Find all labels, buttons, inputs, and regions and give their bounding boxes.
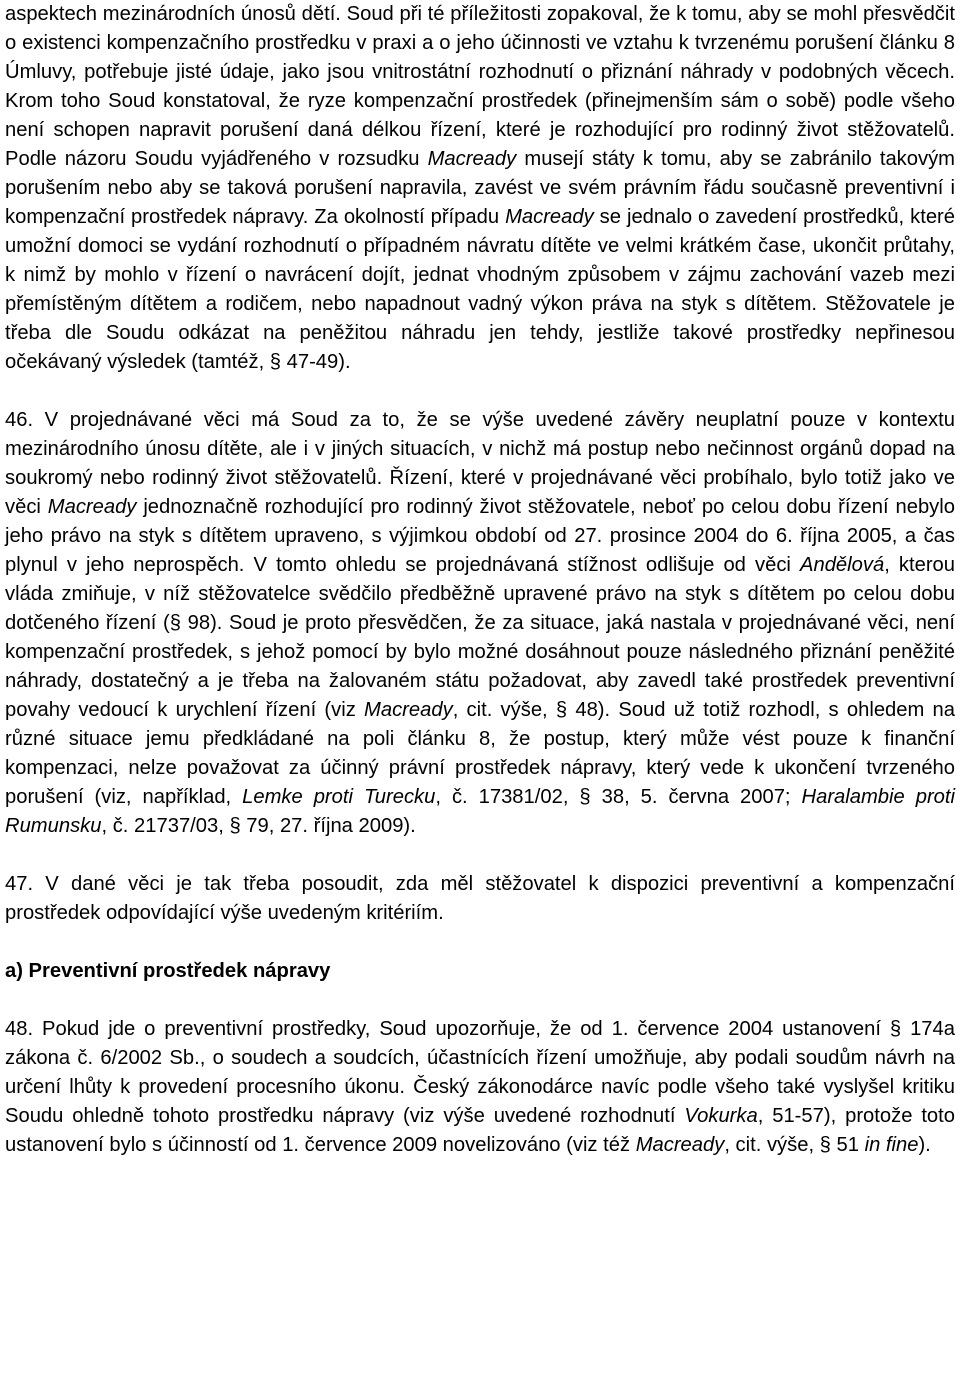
text-run: , č. 21737/03, § 79, 27. října 2009). [101, 815, 416, 837]
text-run: musejí státy k tomu, aby se zabránilo takovým porušením nebo aby se taková porušení napravila, zavést ve svém právním řádu současně preventivní i kompenzační prostředek nápravy. Za okolností případu [5, 148, 955, 228]
text-run: jednoznačně rozhodující pro rodinný život stěžovatele, neboť po celou dobu řízení nebylo jeho právo na styk s dítětem upraveno, s výjimkou období od 27. prosince 2004 do 6. října 2005, a čas plynul v jeho neprospěch. V tomto ohledu se projednávaná stížnost odlišuje od věci [5, 496, 955, 576]
text-run: 46. V projednávané věci má Soud za to, že se výše uvedené závěry neuplatní pouze v kontextu mezinárodního únosu dítěte, ale i v jiných situacích, v nichž má postup nebo nečinnost orgánů dopad na soukromý nebo rodinný život stěžovatelů. Řízení, které v projednávané věci probíhalo, bylo totiž jako ve věci [5, 409, 955, 518]
section-heading-preventive-remedy: a) Preventivní prostředek nápravy [5, 960, 331, 982]
text-run: ). [918, 1134, 931, 1156]
paragraph-47 [5, 870, 955, 928]
text-run: , č. 17381/02, § 38, 5. června 2007; [435, 786, 802, 808]
italic-citation: Macready [47, 496, 137, 518]
paragraph-46 [5, 406, 955, 841]
italic-citation: Haralambie proti Rumunsku [5, 786, 955, 837]
italic-citation: Macready [364, 699, 453, 721]
text-run: aspektech mezinárodních únosů dětí. Soud při té příležitosti zopakoval, že k tomu, aby se mohl přesvědčit o existenci kompenzačního prostředku v praxi a o jeho účinnosti ve vztahu k tvrzenému porušení článku 8 Úmluvy, potřebuje jisté údaje, jako jsou vnitrostátní rozhodnutí o přiznání náhrady v podobných věcech. Krom toho Soud konstatoval, že ryze kompenzační prostředek (přinejmenším sám o sobě) podle všeho není schopen napravit porušení daná délkou řízení, které je rozhodující pro rodinný život stěžovatelů. Podle názoru Soudu vyjádřeného v rozsudku [5, 3, 955, 170]
italic-citation: Vokurka [684, 1105, 758, 1127]
italic-citation: Macready [635, 1134, 725, 1156]
paragraph-45-continuation [5, 0, 955, 377]
text-run: , 51-57), protože toto ustanovení bylo s účinností od 1. července 2009 novelizováno (viz též [5, 1105, 955, 1156]
text-run: 47. V dané věci je tak třeba posoudit, zda měl stěžovatel k dispozici preventivní a kompenzační prostředek odpovídající výše uvedeným kritériím. [5, 873, 955, 924]
italic-citation: Macready [505, 206, 594, 228]
text-run: 48. Pokud jde o preventivní prostředky, Soud upozorňuje, že od 1. července 2004 ustanovení § 174a zákona č. 6/2002 Sb., o soudech a soudcích, účastnících řízení umožňuje, aby podali soudům návrh na určení lhůty k provedení procesního úkonu. Český zákonodárce navíc podle všeho také vyslyšel kritiku Soudu ohledně tohoto prostředku nápravy (viz výše uvedené rozhodnutí [5, 1018, 955, 1127]
italic-citation: in fine [864, 1134, 919, 1156]
italic-citation: Macready [427, 148, 517, 170]
italic-citation: Lemke proti Turecku [242, 786, 436, 808]
text-run: , cit. výše, § 51 [724, 1134, 865, 1156]
text-run: , kterou vláda zmiňuje, v níž stěžovatelce svědčilo předběžně upravené právo na styk s dítětem po celou dobu dotčeného řízení (§ 98). Soud je proto přesvědčen, že za situace, jaká nastala v projednávané věci, není kompenzační prostředek, s jehož pomocí by bylo možné dosáhnout pouze následného přiznání peněžité náhrady, dostatečný a je třeba na žalovaném státu požadovat, aby zavedl také prostředek preventivní povahy vedoucí k urychlení řízení (viz [5, 554, 955, 721]
text-run: , cit. výše, § 48). Soud už totiž rozhodl, s ohledem na různé situace jemu předkládané na poli článku 8, že postup, který může vést pouze k finanční kompenzaci, nelze považovat za účinný právní prostředek nápravy, který vede k ukončení tvrzeného porušení (viz, například, [5, 699, 955, 808]
text-run: se jednalo o zavedení prostředků, které umožní domoci se vydání rozhodnutí o případném návratu dítěte ve velmi krátkém čase, ukončit průtahy, k nimž by mohlo v řízení o navrácení dojít, jednat vhodným způsobem v zájmu zachování vazeb mezi přemístěným dítětem a rodičem, nebo napadnout vadný výkon práva na styk s dítětem. Stěžovatele je třeba dle Soudu odkázat na peněžitou náhradu jen tehdy, jestliže takové prostředky nepřinesou očekávaný výsledek (tamtéž, § 47-49). [5, 206, 956, 373]
italic-citation: Andělová [800, 554, 885, 576]
paragraph-48 [5, 1015, 955, 1160]
